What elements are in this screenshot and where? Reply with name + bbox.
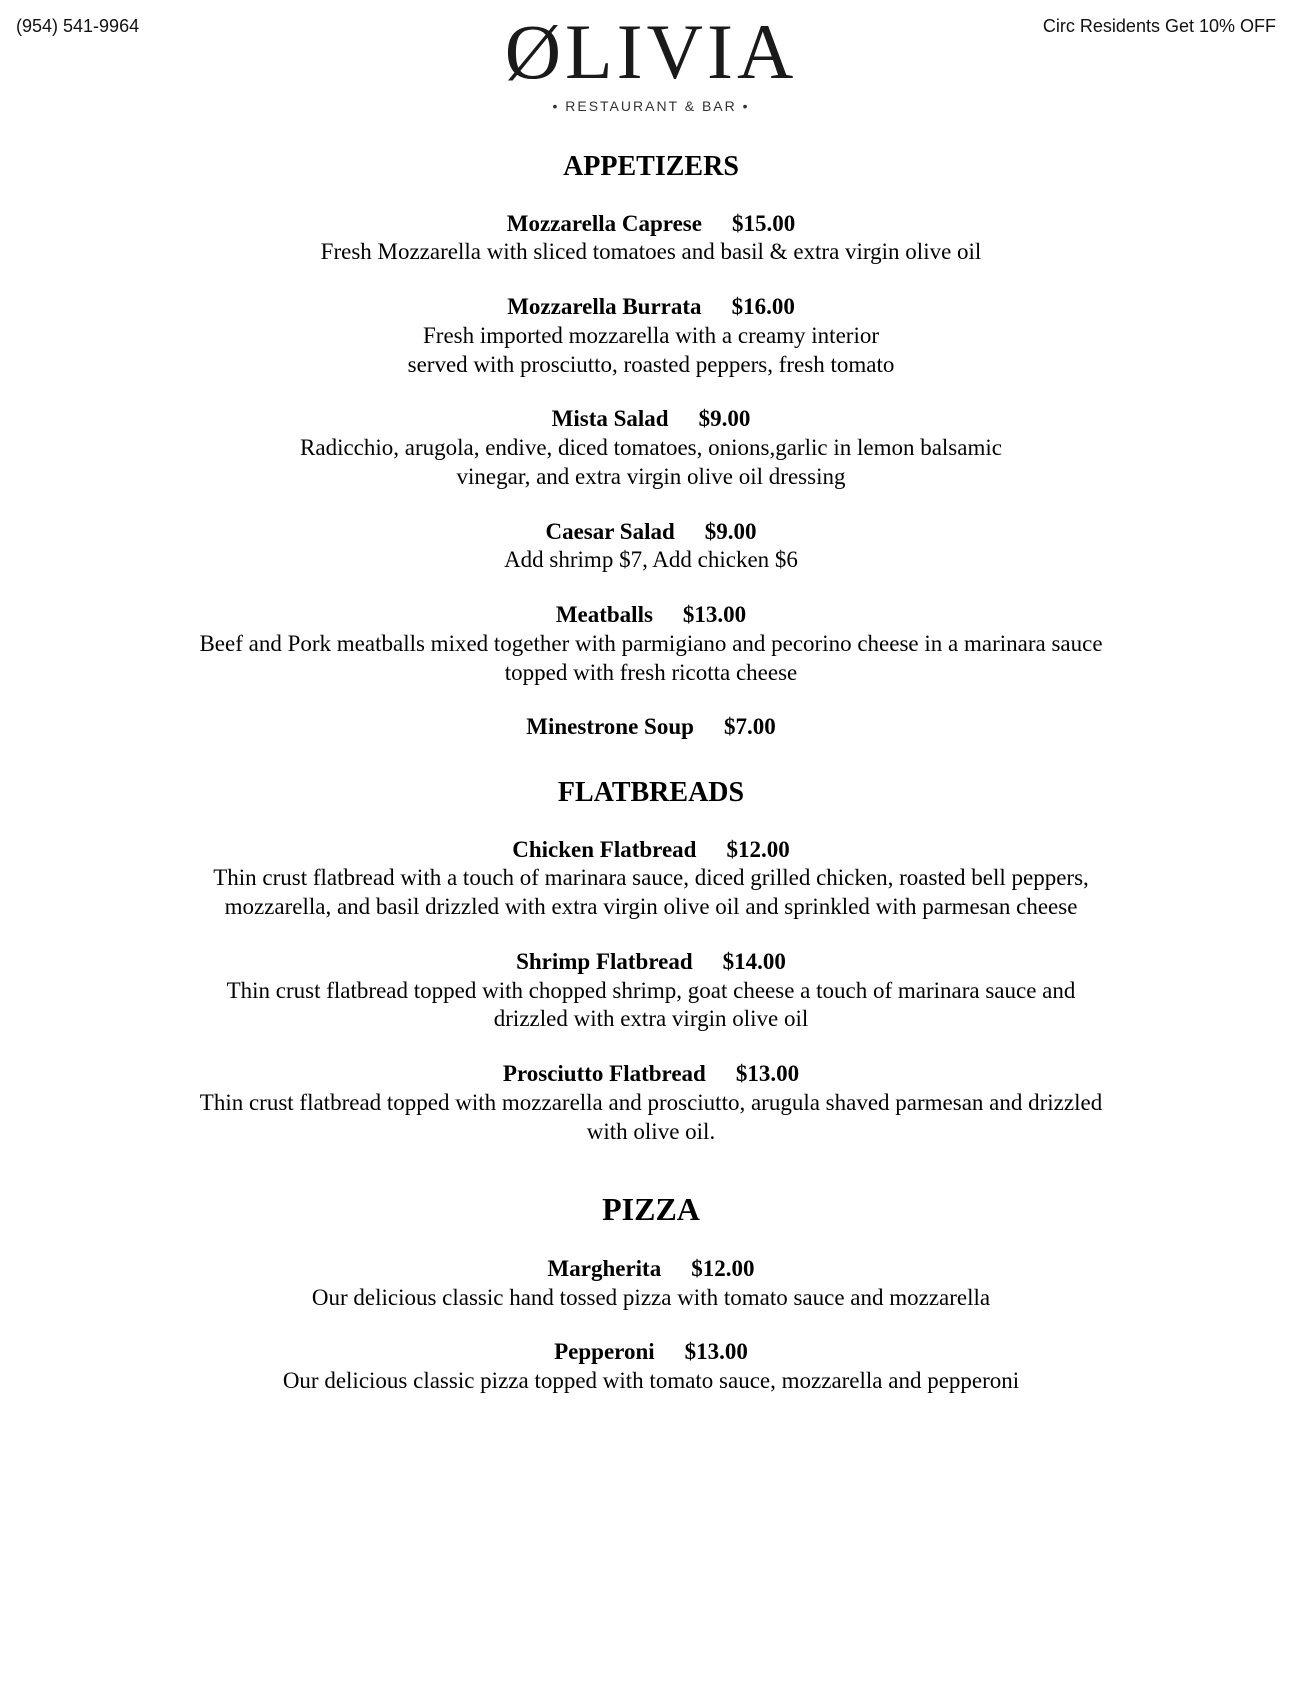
item-description: served with prosciutto, roasted peppers, fresh tomato	[407, 351, 895, 377]
phone-number: (954) 541-9964	[16, 16, 140, 36]
item-price: $13.00	[684, 1339, 748, 1365]
item-name: Mozzarella Burrata	[507, 294, 702, 320]
menu-item	[0, 1255, 1302, 1313]
item-name: Shrimp Flatbread	[516, 948, 693, 974]
item-name: Minestrone Soup	[526, 714, 694, 740]
item-description: Beef and Pork meatballs mixed together with parmigiano and pecorino cheese in a marinara sauce	[199, 630, 1103, 656]
item-name: Pepperoni	[554, 1339, 655, 1365]
item-price: $9.00	[704, 518, 757, 544]
menu-item	[0, 948, 1302, 1034]
item-description: Thin crust flatbread with a touch of marinara sauce, diced grilled chicken, roasted bell peppers,	[213, 865, 1089, 891]
item-description: drizzled with extra virgin olive oil	[493, 1006, 809, 1032]
item-description: vinegar, and extra virgin olive oil dressing	[456, 463, 846, 489]
section-title: PIZZA	[602, 1191, 700, 1228]
menu-body	[0, 150, 1302, 1430]
item-description: Our delicious classic hand tossed pizza with tomato sauce and mozzarella	[311, 1284, 991, 1310]
section-title: FLATBREADS	[557, 777, 745, 809]
item-description: with olive oil.	[586, 1118, 716, 1144]
item-description: Our delicious classic pizza topped with tomato sauce, mozzarella and pepperoni	[282, 1368, 1020, 1394]
item-price: $14.00	[722, 948, 786, 974]
item-price: $9.00	[698, 406, 751, 432]
item-price: $16.00	[731, 294, 795, 320]
item-description: Thin crust flatbread topped with mozzarella and prosciutto, arugula shaved parmesan and drizzled	[199, 1089, 1103, 1115]
item-name: Mozzarella Caprese	[506, 210, 702, 236]
menu-item	[0, 1060, 1302, 1146]
item-price: $7.00	[723, 714, 776, 740]
item-description: Thin crust flatbread topped with chopped shrimp, goat cheese a touch of marinara sauce and	[226, 977, 1076, 1003]
menu-item	[0, 713, 1302, 742]
menu-item	[0, 405, 1302, 491]
section-flatbreads	[0, 776, 1302, 1146]
item-price: $13.00	[682, 602, 747, 628]
menu-item	[0, 518, 1302, 576]
item-name: Margherita	[547, 1255, 662, 1281]
item-description: Radicchio, arugola, endive, diced tomatoes, onions,garlic in lemon balsamic	[300, 435, 1002, 461]
item-name: Caesar Salad	[545, 518, 675, 544]
item-price: $13.00	[735, 1061, 800, 1087]
section-appetizers	[0, 150, 1302, 742]
logo-subtitle: • RESTAURANT & BAR •	[552, 98, 750, 114]
item-price: $12.00	[726, 836, 790, 862]
item-description: Fresh Mozzarella with sliced tomatoes and basil & extra virgin olive oil	[320, 239, 982, 265]
section-pizza	[0, 1190, 1302, 1395]
menu-item	[0, 210, 1302, 268]
item-price: $15.00	[731, 210, 796, 236]
item-name: Meatballs	[555, 602, 653, 628]
item-description: topped with fresh ricotta cheese	[504, 659, 798, 685]
item-description: Fresh imported mozzarella with a creamy interior	[423, 322, 879, 348]
item-description: mozzarella, and basil drizzled with extra virgin olive oil and sprinkled with parmesan cheese	[224, 894, 1078, 920]
menu-item	[0, 293, 1302, 379]
section-title: APPETIZERS	[563, 151, 739, 182]
menu-item	[0, 836, 1302, 922]
item-name: Prosciutto Flatbread	[502, 1061, 706, 1087]
item-price: $12.00	[691, 1255, 755, 1281]
item-name: Chicken Flatbread	[512, 836, 697, 862]
promo-text: Circ Residents Get 10% OFF	[1042, 16, 1276, 36]
menu-item	[0, 1338, 1302, 1396]
item-name: Mista Salad	[551, 406, 669, 432]
olivia-logo-icon	[491, 14, 811, 94]
item-description: Add shrimp $7, Add chicken $6	[504, 547, 798, 573]
logo	[0, 14, 1302, 114]
logo-text: ØLIVIA	[504, 14, 798, 94]
menu-item	[0, 601, 1302, 687]
